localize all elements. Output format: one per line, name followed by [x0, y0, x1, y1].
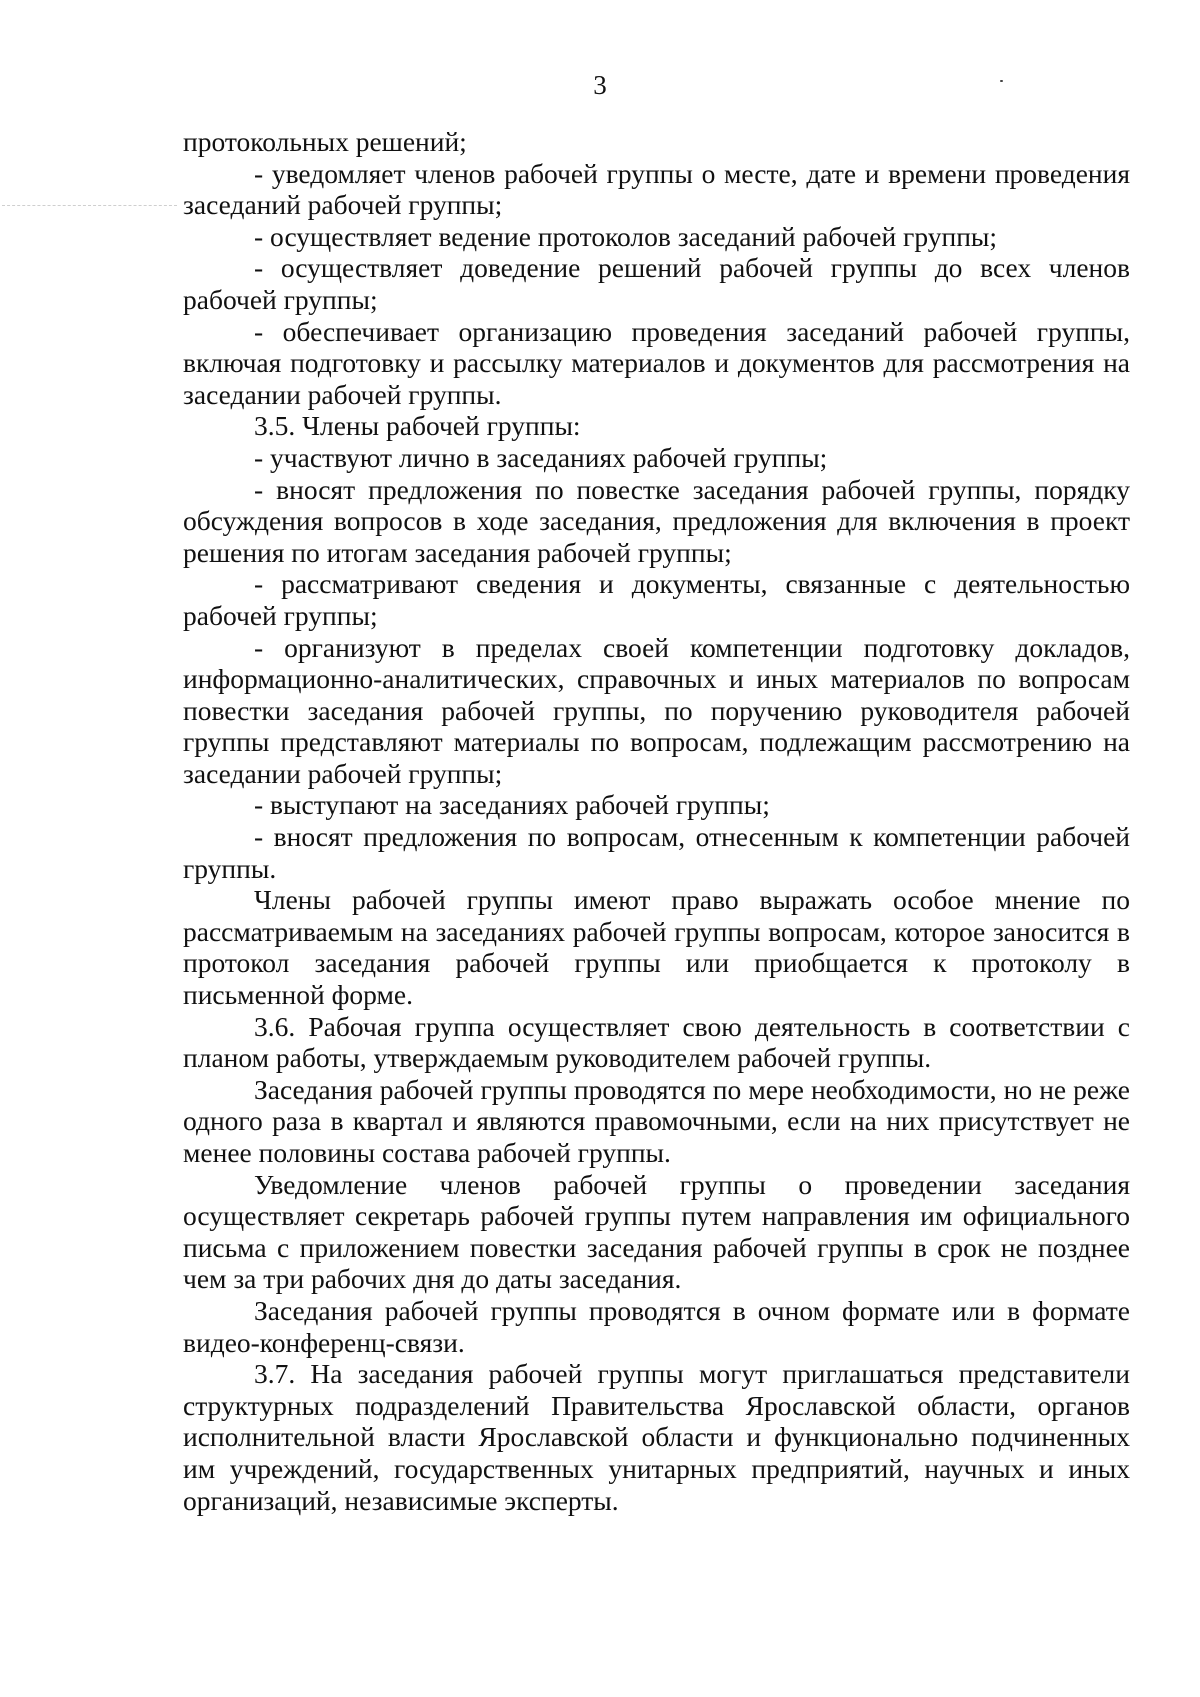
paragraph: - обеспечивает организацию проведения заседаний рабочей группы, включая подготовку и рассылку материалов и документов для рассмотрения на заседании рабочей группы. [183, 315, 1130, 410]
paragraph: - осуществляет доведение решений рабочей группы до всех членов рабочей группы; [183, 252, 1130, 315]
paragraph: - рассматривают сведения и документы, связанные с деятельностью рабочей группы; [183, 568, 1130, 631]
paragraph: Уведомление членов рабочей группы о проведении заседания осуществляет секретарь рабочей группы путем направления им официального письма с приложением повестки заседания рабочей группы в срок не позднее чем за три рабочих дня до даты заседания. [183, 1168, 1130, 1295]
paragraph: Члены рабочей группы имеют право выражать особое мнение по рассматриваемым на заседаниях рабочей группы вопросам, которое заносится в протокол заседания рабочей группы или приобщается к протоколу в письменной форме. [183, 884, 1130, 1011]
paragraph: - вносят предложения по повестке заседания рабочей группы, порядку обсуждения вопросов в ходе заседания, предложения для включения в проект решения по итогам заседания рабочей группы; [183, 473, 1130, 568]
paragraph: 3.6. Рабочая группа осуществляет свою деятельность в соответствии с планом работы, утверждаемым руководителем рабочей группы. [183, 1010, 1130, 1074]
paragraph: - осуществляет ведение протоколов заседаний рабочей группы; [254, 220, 998, 252]
paragraph: - организуют в пределах своей компетенции подготовку докладов, информационно-аналитических, справочных и иных материалов по вопросам повестки заседания рабочей группы, по поручению руководителя рабочей группы представляют материалы по вопросам, подлежащим рассмотрению на заседании рабочей группы; [183, 631, 1130, 789]
document-body [183, 126, 1130, 1516]
paragraph: Заседания рабочей группы проводятся по мере необходимости, но не реже одного раза в квартал и являются правомочными, если на них присутствует не менее половины состава рабочей группы. [183, 1073, 1130, 1168]
paragraph: - вносят предложения по вопросам, отнесенным к компетенции рабочей группы. [183, 821, 1130, 884]
paragraph: 3.7. На заседания рабочей группы могут приглашаться представители структурных подразделений Правительства Ярославской области, органов исполнительной власти Ярославской области и функционально подчиненных им учреждений, государственных унитарных предприятий, научных и иных организаций, независимые эксперты. [183, 1358, 1130, 1516]
section-heading: 3.5. Члены рабочей группы: [254, 410, 581, 442]
paragraph: Заседания рабочей группы проводятся в очном формате или в формате видео-конференц-связи. [183, 1294, 1130, 1358]
scan-artifact-line [2, 205, 177, 207]
paragraph: - выступают на заседаниях рабочей группы; [254, 789, 770, 821]
page-number: 3 [593, 70, 607, 100]
paragraph: протокольных решений; [183, 126, 467, 157]
paragraph: - уведомляет членов рабочей группы о месте, дате и времени проведения заседаний рабочей группы; [183, 157, 1130, 221]
paragraph: - участвуют лично в заседаниях рабочей группы; [254, 441, 828, 473]
